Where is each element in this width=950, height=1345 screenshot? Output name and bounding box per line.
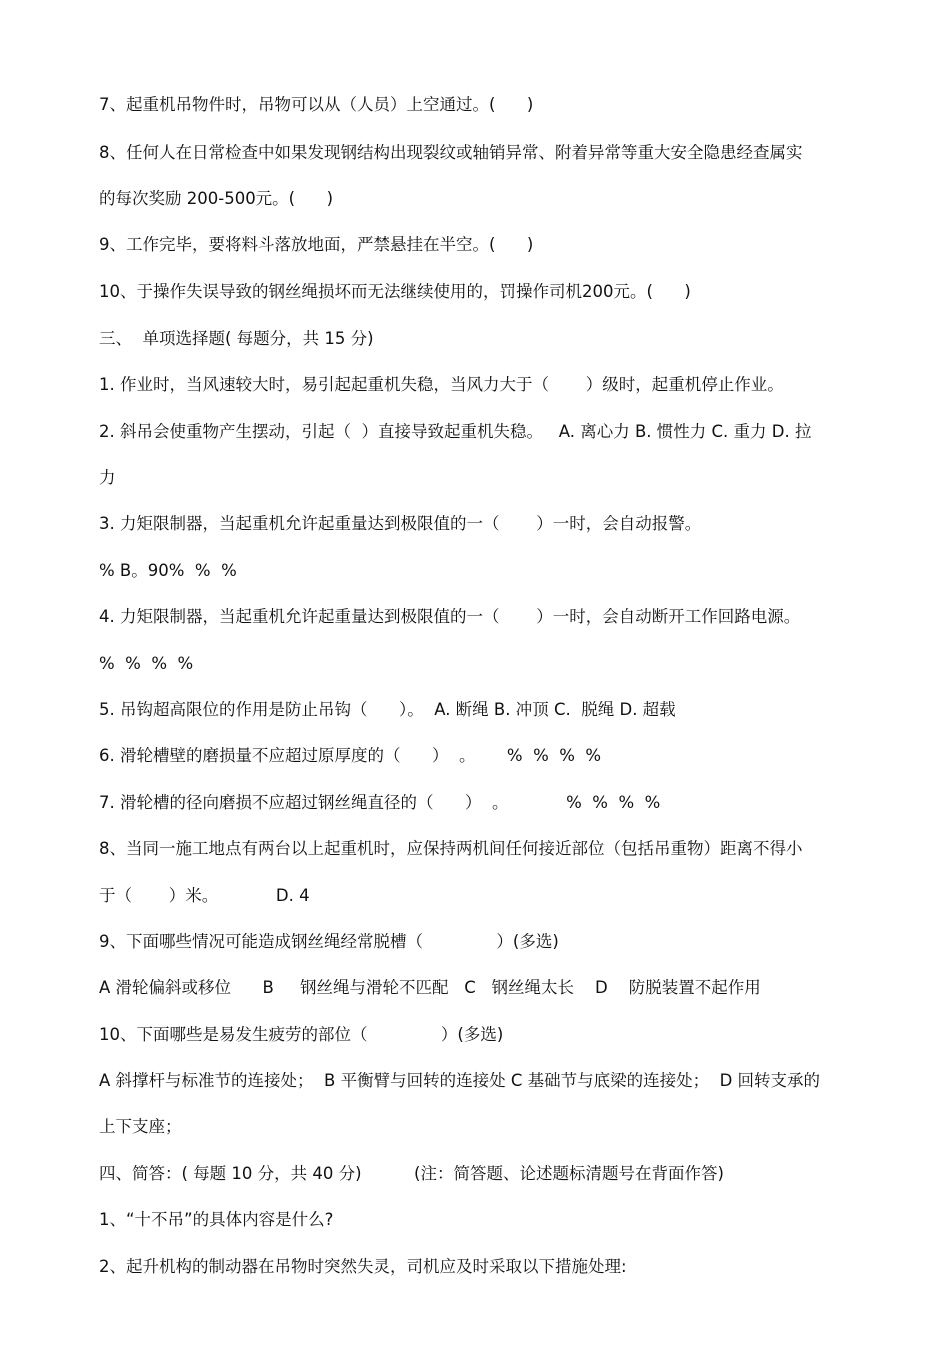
question-true-false-10: 10、于操作失误导致的钢丝绳损坏而无法继续使用的，罚操作司机200元。( ) <box>99 282 691 301</box>
question-true-false-8-cont: 的每次奖励 200-500元。( ) <box>99 189 334 208</box>
question-choice-3-options: % B。90% % % <box>99 561 237 580</box>
question-choice-4-options: % % % % <box>99 654 194 673</box>
question-choice-8-cont: 于（ ）米。 D. 4 <box>99 886 310 905</box>
question-short-answer-1: 1、“十不吊”的具体内容是什么? <box>99 1210 334 1229</box>
question-choice-4: 4. 力矩限制器，当起重机允许起重量达到极限值的一（ ）一时，会自动断开工作回路电源。 <box>99 607 801 626</box>
question-choice-10-options: A 斜撑杆与标准节的连接处； B 平衡臂与回转的连接处 C 基础节与底梁的连接处； D 回转支承的 <box>99 1071 821 1090</box>
question-short-answer-2: 2、起升机构的制动器在吊物时突然失灵，司机应及时采取以下措施处理: <box>99 1257 627 1276</box>
question-choice-9-options: A 滑轮偏斜或移位 B 钢丝绳与滑轮不匹配 C 钢丝绳太长 D 防脱装置不起作用 <box>99 978 761 997</box>
question-true-false-8: 8、任何人在日常检查中如果发现钢结构出现裂纹或轴销异常、附着异常等重大安全隐患经查属实 <box>99 143 803 162</box>
question-true-false-9: 9、工作完毕，要将料斗落放地面，严禁悬挂在半空。( ) <box>99 235 534 254</box>
section-heading-single-choice: 三、 单项选择题( 每题分，共 15 分) <box>99 329 374 348</box>
question-choice-10-options-cont: 上下支座； <box>99 1117 182 1136</box>
question-choice-3: 3. 力矩限制器，当起重机允许起重量达到极限值的一（ ）一时，会自动报警。 <box>99 514 702 533</box>
question-choice-1: 1. 作业时，当风速较大时，易引起起重机失稳，当风力大于（ ）级时，起重机停止作业。 <box>99 375 784 394</box>
question-choice-8: 8、当同一施工地点有两台以上起重机时，应保持两机间任何接近部位（包括吊重物）距离不得小 <box>99 839 803 858</box>
question-choice-6: 6. 滑轮槽壁的磨损量不应超过原厚度的（ ） 。 % % % % <box>99 746 602 765</box>
question-choice-2: 2. 斜吊会使重物产生摆动，引起（ ）直接导致起重机失稳。 A. 离心力 B. 惯性力 C. 重力 D. 拉 <box>99 422 812 441</box>
section-heading-short-answer: 四、简答：( 每题 10 分，共 40 分) (注：简答题、论述题标清题号在背面作答) <box>99 1164 724 1183</box>
question-choice-5: 5. 吊钩超高限位的作用是防止吊钩（ ）。 A. 断绳 B. 冲顶 C. 脱绳 D. 超载 <box>99 700 676 719</box>
question-choice-10: 10、下面哪些是易发生疲劳的部位（ ）(多选) <box>99 1025 504 1044</box>
question-choice-9: 9、下面哪些情况可能造成钢丝绳经常脱槽（ ）(多选) <box>99 932 559 951</box>
question-choice-7: 7. 滑轮槽的径向磨损不应超过钢丝绳直径的（ ） 。 % % % % <box>99 793 661 812</box>
question-choice-2-cont: 力 <box>99 468 116 487</box>
question-true-false-7: 7、起重机吊物件时，吊物可以从（人员）上空通过。( ) <box>99 95 534 114</box>
